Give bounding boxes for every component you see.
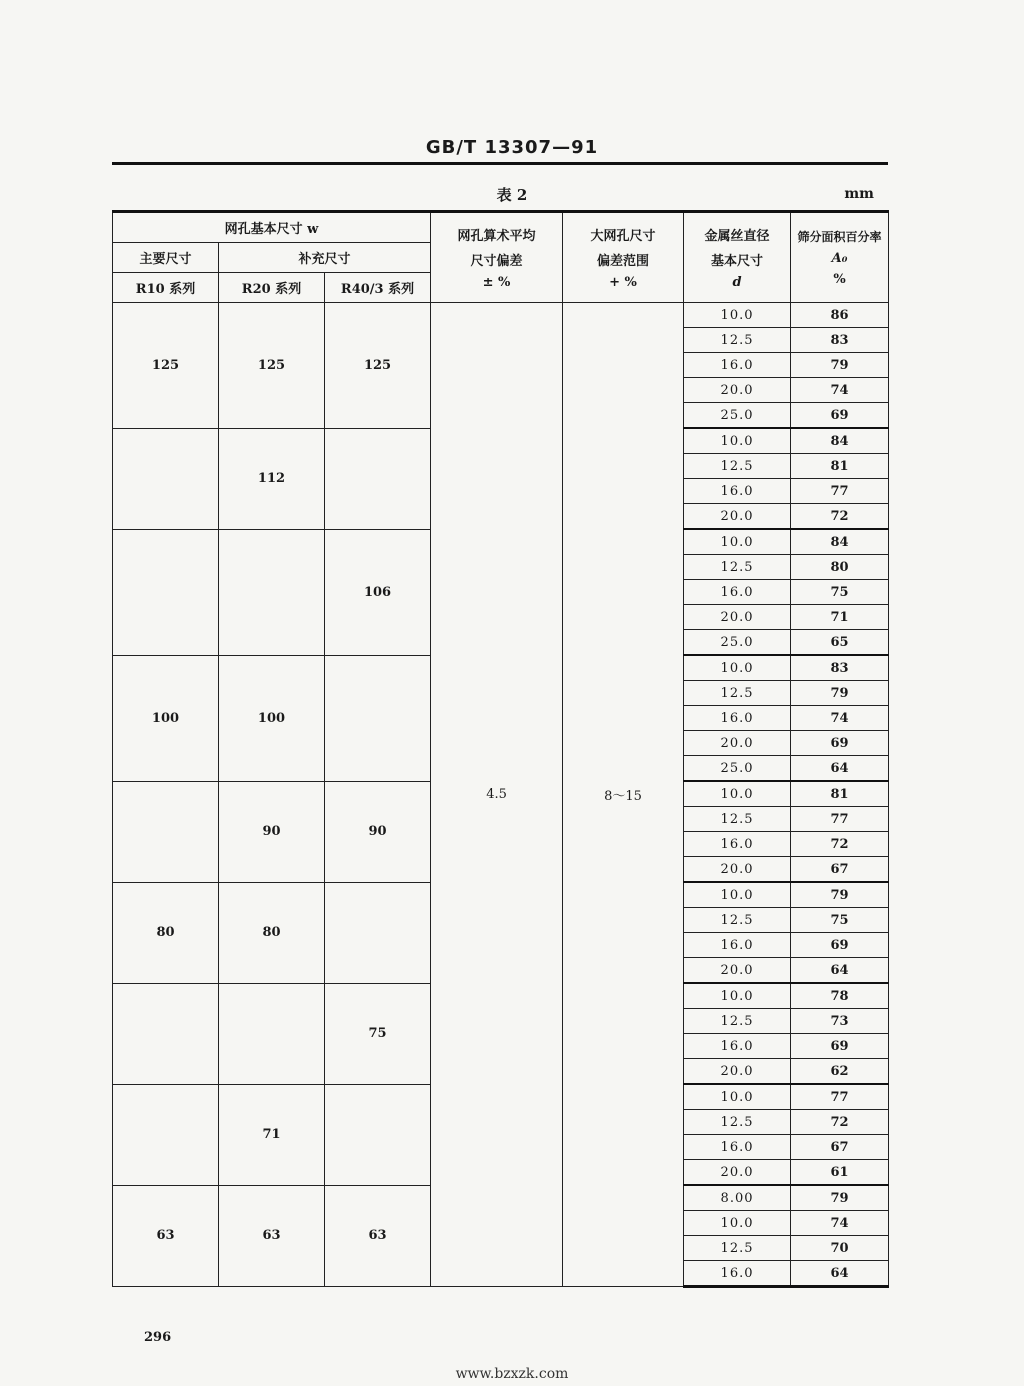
screening-area: 72 (791, 832, 889, 857)
mesh-size-r10 (113, 983, 219, 1084)
wire-diameter: 16.0 (684, 1034, 791, 1059)
wire-diameter: 12.5 (684, 1009, 791, 1034)
wire-diameter: 25.0 (684, 403, 791, 429)
screening-area: 84 (791, 529, 889, 555)
mesh-size-r10: 80 (113, 882, 219, 983)
wire-diameter: 16.0 (684, 1261, 791, 1287)
mesh-size-r20: 125 (219, 303, 325, 429)
mesh-size-r10: 63 (113, 1185, 219, 1287)
mesh-size-r20 (219, 983, 325, 1084)
wire-diameter: 10.0 (684, 303, 791, 328)
mesh-size-r20: 63 (219, 1185, 325, 1287)
mesh-size-r10 (113, 1084, 219, 1185)
screening-area: 84 (791, 428, 889, 454)
screening-area: 64 (791, 1261, 889, 1287)
wire-diameter: 12.5 (684, 555, 791, 580)
header-supp-size: 补充尺寸 (219, 243, 431, 273)
wire-diameter: 12.5 (684, 328, 791, 353)
wire-diameter: 12.5 (684, 1236, 791, 1261)
screening-area: 79 (791, 882, 889, 908)
wire-diameter: 12.5 (684, 681, 791, 706)
page-number: 296 (144, 1330, 172, 1345)
mesh-size-r20: 100 (219, 655, 325, 781)
wire-diameter: 10.0 (684, 781, 791, 807)
screening-area: 69 (791, 403, 889, 429)
wire-diameter: 12.5 (684, 908, 791, 933)
wire-diameter: 10.0 (684, 1211, 791, 1236)
mesh-size-r20: 90 (219, 781, 325, 882)
website-watermark: www.bzxzk.com (455, 1366, 569, 1382)
screening-area: 74 (791, 378, 889, 403)
mesh-size-r40: 90 (325, 781, 431, 882)
mesh-size-r40 (325, 882, 431, 983)
header-r40: R40/3 系列 (325, 273, 431, 303)
screening-area: 74 (791, 706, 889, 731)
mesh-size-r10 (113, 428, 219, 529)
wire-diameter: 10.0 (684, 428, 791, 454)
screening-area: 81 (791, 454, 889, 479)
big-range-value: 8～15 (563, 303, 684, 1287)
header-r20: R20 系列 (219, 273, 325, 303)
wire-diameter: 20.0 (684, 958, 791, 984)
screening-area: 69 (791, 1034, 889, 1059)
wire-diameter: 20.0 (684, 857, 791, 883)
screening-area: 61 (791, 1160, 889, 1186)
mesh-size-r20: 80 (219, 882, 325, 983)
screening-area: 75 (791, 580, 889, 605)
screening-area: 71 (791, 605, 889, 630)
wire-diameter: 16.0 (684, 580, 791, 605)
screening-area: 70 (791, 1236, 889, 1261)
mesh-size-r40 (325, 1084, 431, 1185)
screening-area: 83 (791, 328, 889, 353)
wire-diameter: 10.0 (684, 1084, 791, 1110)
screening-area: 74 (791, 1211, 889, 1236)
screening-area: 77 (791, 479, 889, 504)
mesh-size-r10: 100 (113, 655, 219, 781)
table-row (113, 303, 889, 328)
wire-diameter: 10.0 (684, 983, 791, 1009)
mesh-size-r40: 125 (325, 303, 431, 429)
wire-diameter: 20.0 (684, 605, 791, 630)
header-big-range: 大网孔尺寸 偏差范围 + % (563, 212, 684, 303)
sieve-mesh-table (112, 210, 889, 1288)
header-screening-area: 筛分面积百分率 A₀ % (791, 212, 889, 303)
wire-diameter: 20.0 (684, 378, 791, 403)
screening-area: 79 (791, 1185, 889, 1211)
wire-diameter: 8.00 (684, 1185, 791, 1211)
screening-area: 62 (791, 1059, 889, 1085)
wire-diameter: 12.5 (684, 807, 791, 832)
mesh-size-r40 (325, 428, 431, 529)
table-unit: mm (844, 186, 874, 202)
wire-diameter: 16.0 (684, 1135, 791, 1160)
header-r10: R10 系列 (113, 273, 219, 303)
wire-diameter: 16.0 (684, 933, 791, 958)
wire-diameter: 16.0 (684, 706, 791, 731)
header-wire-diameter: 金属丝直径 基本尺寸 d (684, 212, 791, 303)
table-caption: 表 2 (496, 186, 528, 204)
mesh-size-r20 (219, 529, 325, 655)
screening-area: 80 (791, 555, 889, 580)
mesh-size-r10 (113, 781, 219, 882)
mesh-size-r10 (113, 529, 219, 655)
screening-area: 67 (791, 857, 889, 883)
screening-area: 69 (791, 731, 889, 756)
wire-diameter: 10.0 (684, 529, 791, 555)
wire-diameter: 20.0 (684, 504, 791, 530)
mesh-size-r40: 63 (325, 1185, 431, 1287)
tolerance-value: 4.5 (431, 303, 563, 1287)
screening-area: 79 (791, 681, 889, 706)
wire-diameter: 20.0 (684, 731, 791, 756)
screening-area: 73 (791, 1009, 889, 1034)
screening-area: 86 (791, 303, 889, 328)
header-main-size: 主要尺寸 (113, 243, 219, 273)
screening-area: 79 (791, 353, 889, 378)
screening-area: 72 (791, 1110, 889, 1135)
wire-diameter: 25.0 (684, 756, 791, 782)
header-mesh-basic: 网孔基本尺寸 w (113, 212, 431, 243)
screening-area: 67 (791, 1135, 889, 1160)
mesh-size-r20: 71 (219, 1084, 325, 1185)
screening-area: 69 (791, 933, 889, 958)
screening-area: 77 (791, 807, 889, 832)
screening-area: 64 (791, 756, 889, 782)
screening-area: 78 (791, 983, 889, 1009)
wire-diameter: 10.0 (684, 882, 791, 908)
wire-diameter: 20.0 (684, 1160, 791, 1186)
screening-area: 72 (791, 504, 889, 530)
screening-area: 81 (791, 781, 889, 807)
wire-diameter: 16.0 (684, 353, 791, 378)
screening-area: 64 (791, 958, 889, 984)
wire-diameter: 12.5 (684, 454, 791, 479)
table-body (113, 303, 889, 1287)
screening-area: 77 (791, 1084, 889, 1110)
wire-diameter: 12.5 (684, 1110, 791, 1135)
mesh-size-r40: 75 (325, 983, 431, 1084)
header-rule (112, 162, 888, 165)
header-tolerance: 网孔算术平均 尺寸偏差 ± % (431, 212, 563, 303)
standard-number: GB/T 13307—91 (425, 137, 599, 158)
screening-area: 75 (791, 908, 889, 933)
mesh-size-r10: 125 (113, 303, 219, 429)
wire-diameter: 25.0 (684, 630, 791, 656)
screening-area: 83 (791, 655, 889, 681)
mesh-size-r40 (325, 655, 431, 781)
wire-diameter: 16.0 (684, 479, 791, 504)
wire-diameter: 20.0 (684, 1059, 791, 1085)
wire-diameter: 10.0 (684, 655, 791, 681)
screening-area: 65 (791, 630, 889, 656)
mesh-size-r40: 106 (325, 529, 431, 655)
wire-diameter: 16.0 (684, 832, 791, 857)
mesh-size-r20: 112 (219, 428, 325, 529)
